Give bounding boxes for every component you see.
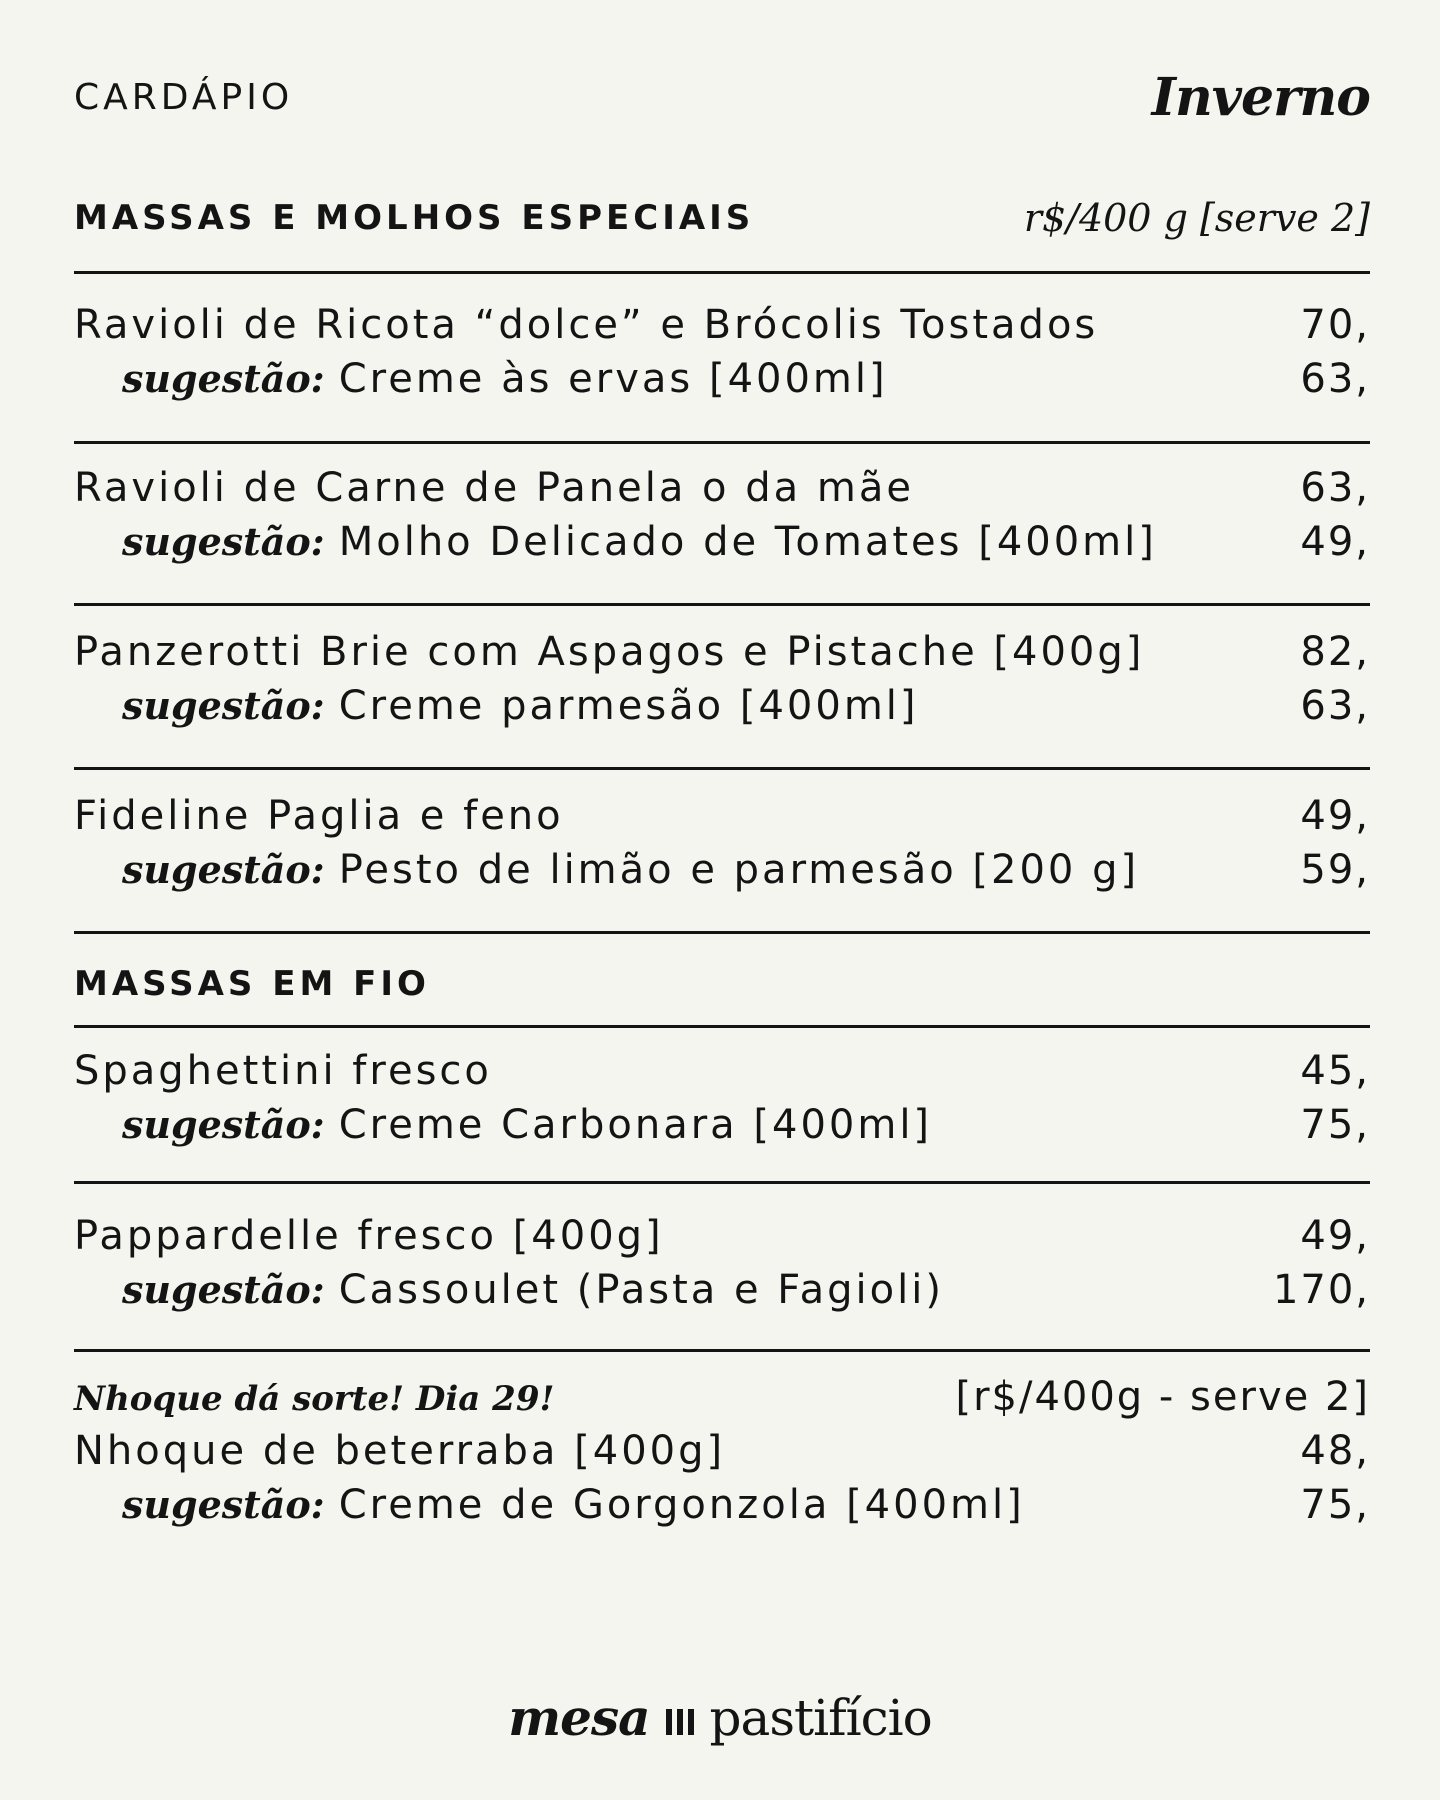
divider (74, 1025, 1370, 1028)
bars-icon (666, 1709, 694, 1735)
item-name: Nhoque de beterraba [400g] (74, 1428, 726, 1474)
suggestion-price: 75, (1300, 1482, 1370, 1528)
suggestion-name: Creme parmesão [400ml] (338, 683, 919, 729)
menu-item (74, 1048, 1370, 1156)
suggestion-price: 63, (1300, 683, 1370, 729)
menu-item (74, 629, 1370, 737)
menu-header (74, 62, 1370, 132)
suggestion-price: 59, (1300, 847, 1370, 893)
suggestion-name: Creme às ervas [400ml] (338, 356, 888, 402)
suggestion-name: Pesto de limão e parmesão [200 g] (338, 847, 1140, 893)
item-price: 49, (1300, 1213, 1370, 1259)
suggestion-label: sugestão: (122, 519, 325, 564)
promo-heading (74, 1374, 1370, 1428)
brand-name-italic: mesa (508, 1688, 650, 1747)
divider (74, 271, 1370, 274)
promo-price-note: [r$/400g - serve 2] (955, 1374, 1370, 1420)
suggestion-name: Creme de Gorgonzola [400ml] (338, 1482, 1025, 1528)
section-heading-massas-em-fio (74, 956, 1370, 1012)
suggestion-label: sugestão: (122, 683, 325, 728)
suggestion-label: sugestão: (122, 1102, 325, 1147)
menu-item (74, 302, 1370, 410)
divider (74, 1349, 1370, 1352)
suggestion-name: Cassoulet (Pasta e Fagioli) (338, 1267, 944, 1313)
section-heading-massas-molhos (74, 190, 1370, 246)
item-line (74, 793, 1370, 847)
divider (74, 767, 1370, 770)
item-line (74, 1213, 1370, 1267)
item-price: 63, (1300, 465, 1370, 511)
menu-item (74, 465, 1370, 573)
suggestion-name: Molho Delicado de Tomates [400ml] (338, 519, 1157, 565)
section-price-note: r$/400 g [serve 2] (1023, 196, 1370, 240)
suggestion-line (74, 847, 1370, 901)
suggestion-price: 75, (1300, 1102, 1370, 1148)
menu-item (74, 793, 1370, 901)
item-line (74, 1428, 1370, 1482)
item-name: Panzerotti Brie com Aspagos e Pistache [400g] (74, 629, 1145, 675)
divider (74, 931, 1370, 934)
season-title: Inverno (1151, 66, 1370, 128)
item-price: 70, (1300, 302, 1370, 348)
item-line (74, 302, 1370, 356)
item-line (74, 465, 1370, 519)
suggestion-line (74, 1482, 1370, 1536)
brand-name-regular: pastifício (709, 1689, 932, 1747)
suggestion-label: sugestão: (122, 356, 325, 401)
suggestion-price: 49, (1300, 519, 1370, 565)
suggestion-name: Creme Carbonara [400ml] (338, 1102, 933, 1148)
divider (74, 441, 1370, 444)
promo-block (74, 1374, 1370, 1536)
suggestion-line (74, 1102, 1370, 1156)
item-price: 48, (1300, 1428, 1370, 1474)
menu-label: CARDÁPIO (74, 76, 294, 118)
suggestion-label: sugestão: (122, 847, 325, 892)
suggestion-price: 170, (1272, 1267, 1370, 1313)
suggestion-line (74, 519, 1370, 573)
item-price: 82, (1300, 629, 1370, 675)
promo-title: Nhoque dá sorte! Dia 29! (74, 1379, 555, 1419)
item-line (74, 629, 1370, 683)
item-name: Pappardelle fresco [400g] (74, 1213, 664, 1259)
suggestion-line (74, 683, 1370, 737)
item-price: 45, (1300, 1048, 1370, 1094)
item-price: 49, (1300, 793, 1370, 839)
menu-item (74, 1213, 1370, 1321)
suggestion-line (74, 1267, 1370, 1321)
suggestion-label: sugestão: (122, 1482, 325, 1527)
item-line (74, 1048, 1370, 1102)
suggestion-price: 63, (1300, 356, 1370, 402)
divider (74, 1181, 1370, 1184)
suggestion-label: sugestão: (122, 1267, 325, 1312)
section-title: MASSAS E MOLHOS ESPECIAIS (74, 198, 755, 238)
divider (74, 603, 1370, 606)
brand-logo (0, 1688, 1440, 1747)
section-title: MASSAS EM FIO (74, 964, 430, 1004)
item-name: Fideline Paglia e feno (74, 793, 564, 839)
item-name: Ravioli de Ricota “dolce” e Brócolis Tostados (74, 302, 1099, 348)
suggestion-line (74, 356, 1370, 410)
item-name: Spaghettini fresco (74, 1048, 492, 1094)
item-name: Ravioli de Carne de Panela o da mãe (74, 465, 914, 511)
